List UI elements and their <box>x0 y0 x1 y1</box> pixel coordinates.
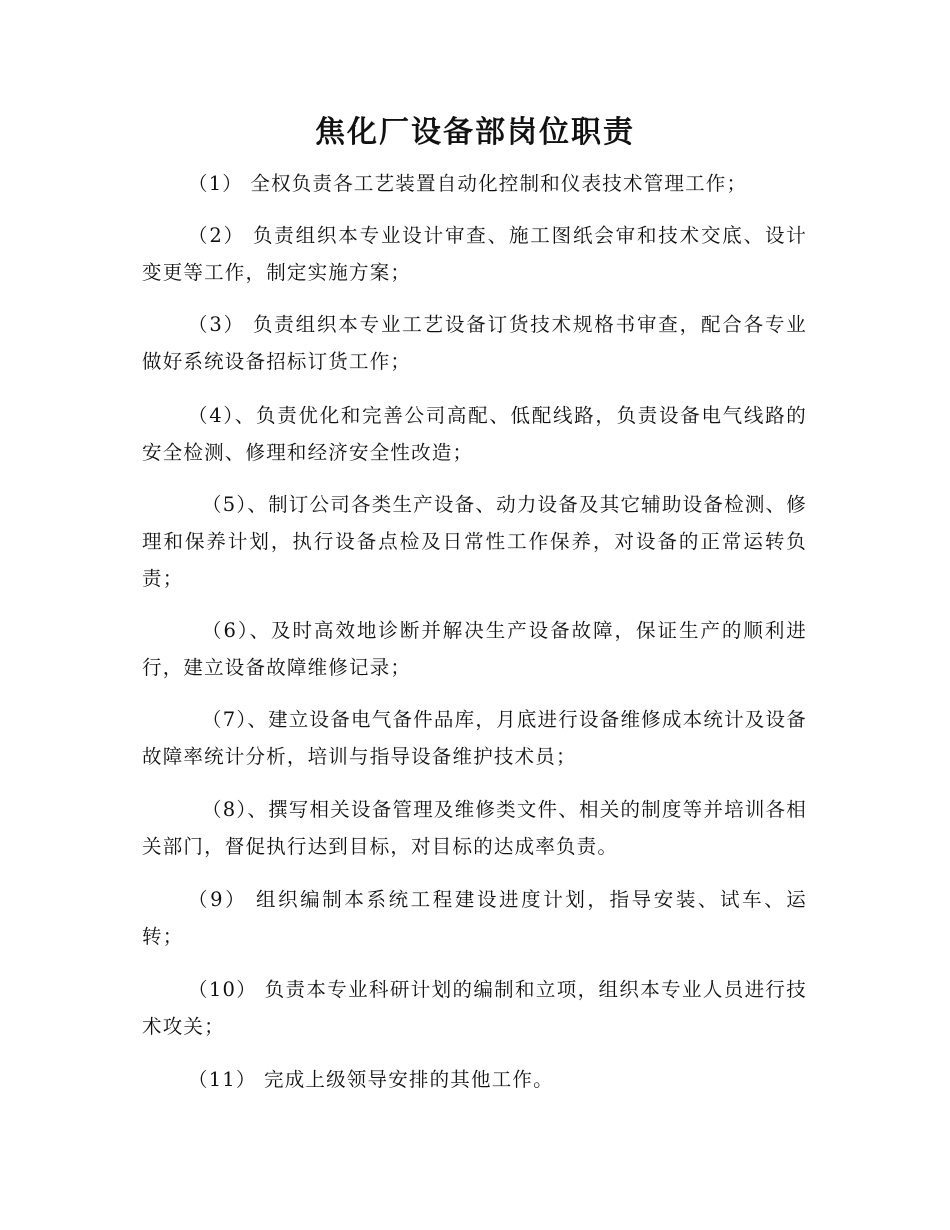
duty-clause-1: （1） 全权负责各工艺装置自动化控制和仪表技术管理工作； <box>188 172 748 195</box>
duty-clause-8: （8）、撰写相关设备管理及维修类文件、相关的制度等并培训各相关部门，督促执行达到目标，对目标的达成率负责。 <box>142 798 807 858</box>
document-title: 焦化厂设备部岗位职责 <box>315 115 635 150</box>
duty-clause-6: （6）、及时高效地诊断并解决生产设备故障，保证生产的顺利进行，建立设备故障维修记录； <box>142 619 807 679</box>
duty-clause-4: （4）、负责优化和完善公司高配、低配线路，负责设备电气线路的安全检测、修理和经济安全性改造； <box>142 404 807 464</box>
duty-clause-5: （5）、制订公司各类生产设备、动力设备及其它辅助设备检测、修理和保养计划，执行设备点检及日常性工作保养，对设备的正常运转负责； <box>142 493 807 590</box>
duty-clause-7: （7）、建立设备电气备件品库，月底进行设备维修成本统计及设备故障率统计分析，培训与指导设备维护技术员； <box>142 708 807 768</box>
duty-clause-10: （10） 负责本专业科研计划的编制和立项，组织本专业人员进行技术攻关； <box>142 978 807 1038</box>
duty-clause-11: （11） 完成上级领导安排的其他工作。 <box>188 1068 554 1091</box>
duty-clause-2: （2） 负责组织本专业设计审查、施工图纸会审和技术交底、设计变更等工作，制定实施方案； <box>142 224 807 284</box>
duty-clause-9: （9） 组织编制本系统工程建设进度计划，指导安装、试车、运转； <box>142 888 807 948</box>
duty-clause-3: （3） 负责组织本专业工艺设备订货技术规格书审查，配合各专业做好系统设备招标订货工作； <box>142 313 807 373</box>
